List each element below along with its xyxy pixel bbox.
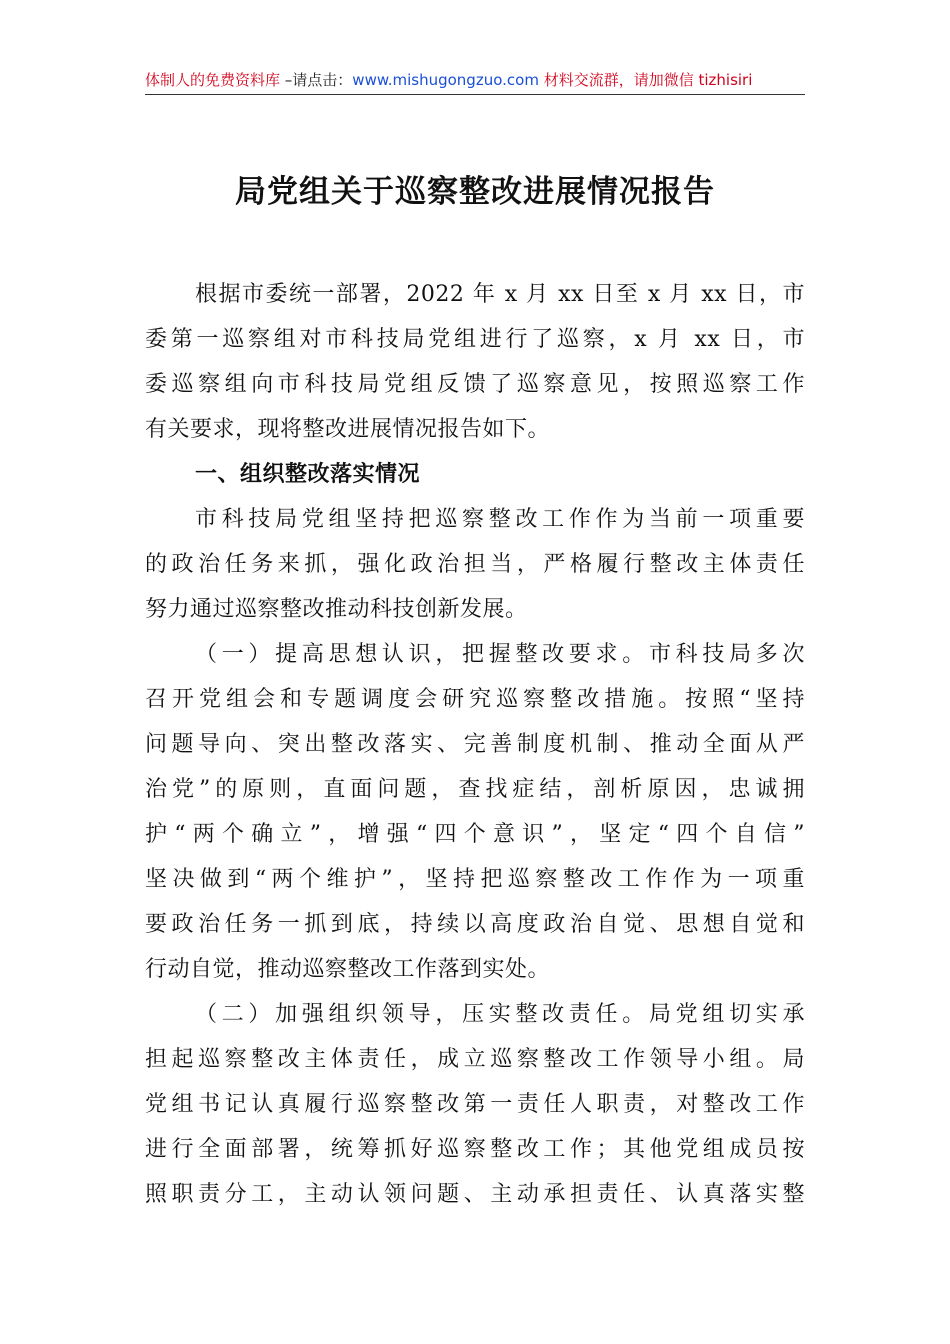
body-line: 市科技局党组坚持把巡察整改工作作为当前一项重要 <box>195 507 805 532</box>
body-line: 进行全面部署，统筹抓好巡察整改工作；其他党组成员按 <box>145 1137 805 1162</box>
body-line: 护“两个确立”，增强“四个意识”，坚定“四个自信” <box>145 822 805 847</box>
body-line: 的政治任务来抓，强化政治担当，严格履行整改主体责任 <box>145 552 805 577</box>
body-line: 治党”的原则，直面问题，查找症结，剖析原因，忠诚拥 <box>145 777 805 802</box>
body-line: 委第一巡察组对市科技局党组进行了巡察，x 月 xx 日，市 <box>145 327 805 352</box>
header-prompt-text: –请点击： <box>280 71 353 89</box>
body-line: （二）加强组织领导，压实整改责任。局党组切实承 <box>195 1002 805 1027</box>
body-line: 行动自觉，推动巡察整改工作落到实处。 <box>145 957 551 982</box>
body-line: 党组书记认真履行巡察整改第一责任人职责，对整改工作 <box>145 1092 805 1117</box>
body-line: 努力通过巡察整改推动科技创新发展。 <box>145 597 528 622</box>
body-line: 要政治任务一抓到底，持续以高度政治自觉、思想自觉和 <box>145 912 805 937</box>
body-line: 召开党组会和专题调度会研究巡察整改措施。按照“坚持 <box>145 687 805 712</box>
header-url-link[interactable]: www.mishugongzuo.com <box>352 71 539 89</box>
body-line: 照职责分工，主动认领问题、主动承担责任、认真落实整 <box>145 1182 805 1207</box>
body-line: 委巡察组向市科技局党组反馈了巡察意见，按照巡察工作 <box>145 372 805 397</box>
section-heading: 一、组织整改落实情况 <box>195 462 421 487</box>
body-line: 根据市委统一部署，2022 年 x 月 xx 日至 x 月 xx 日，市 <box>195 282 805 307</box>
body-line: 坚决做到“两个维护”，坚持把巡察整改工作作为一项重 <box>145 867 805 892</box>
body-line: 问题导向、突出整改落实、完善制度机制、推动全面从严 <box>145 732 805 757</box>
body-line: 担起巡察整改主体责任，成立巡察整改工作领导小组。局 <box>145 1047 805 1072</box>
header-tail-text: 材料交流群，请加微信 tizhisiri <box>538 71 753 89</box>
body-line: （一）提高思想认识，把握整改要求。市科技局多次 <box>195 642 805 667</box>
body-line: 有关要求，现将整改进展情况报告如下。 <box>145 417 551 442</box>
document-title: 局党组关于巡察整改进展情况报告 <box>235 174 715 210</box>
document-body <box>145 272 805 1217</box>
header-brand-text: 体制人的免费资料库 <box>145 71 281 89</box>
page-header-banner <box>145 66 805 95</box>
